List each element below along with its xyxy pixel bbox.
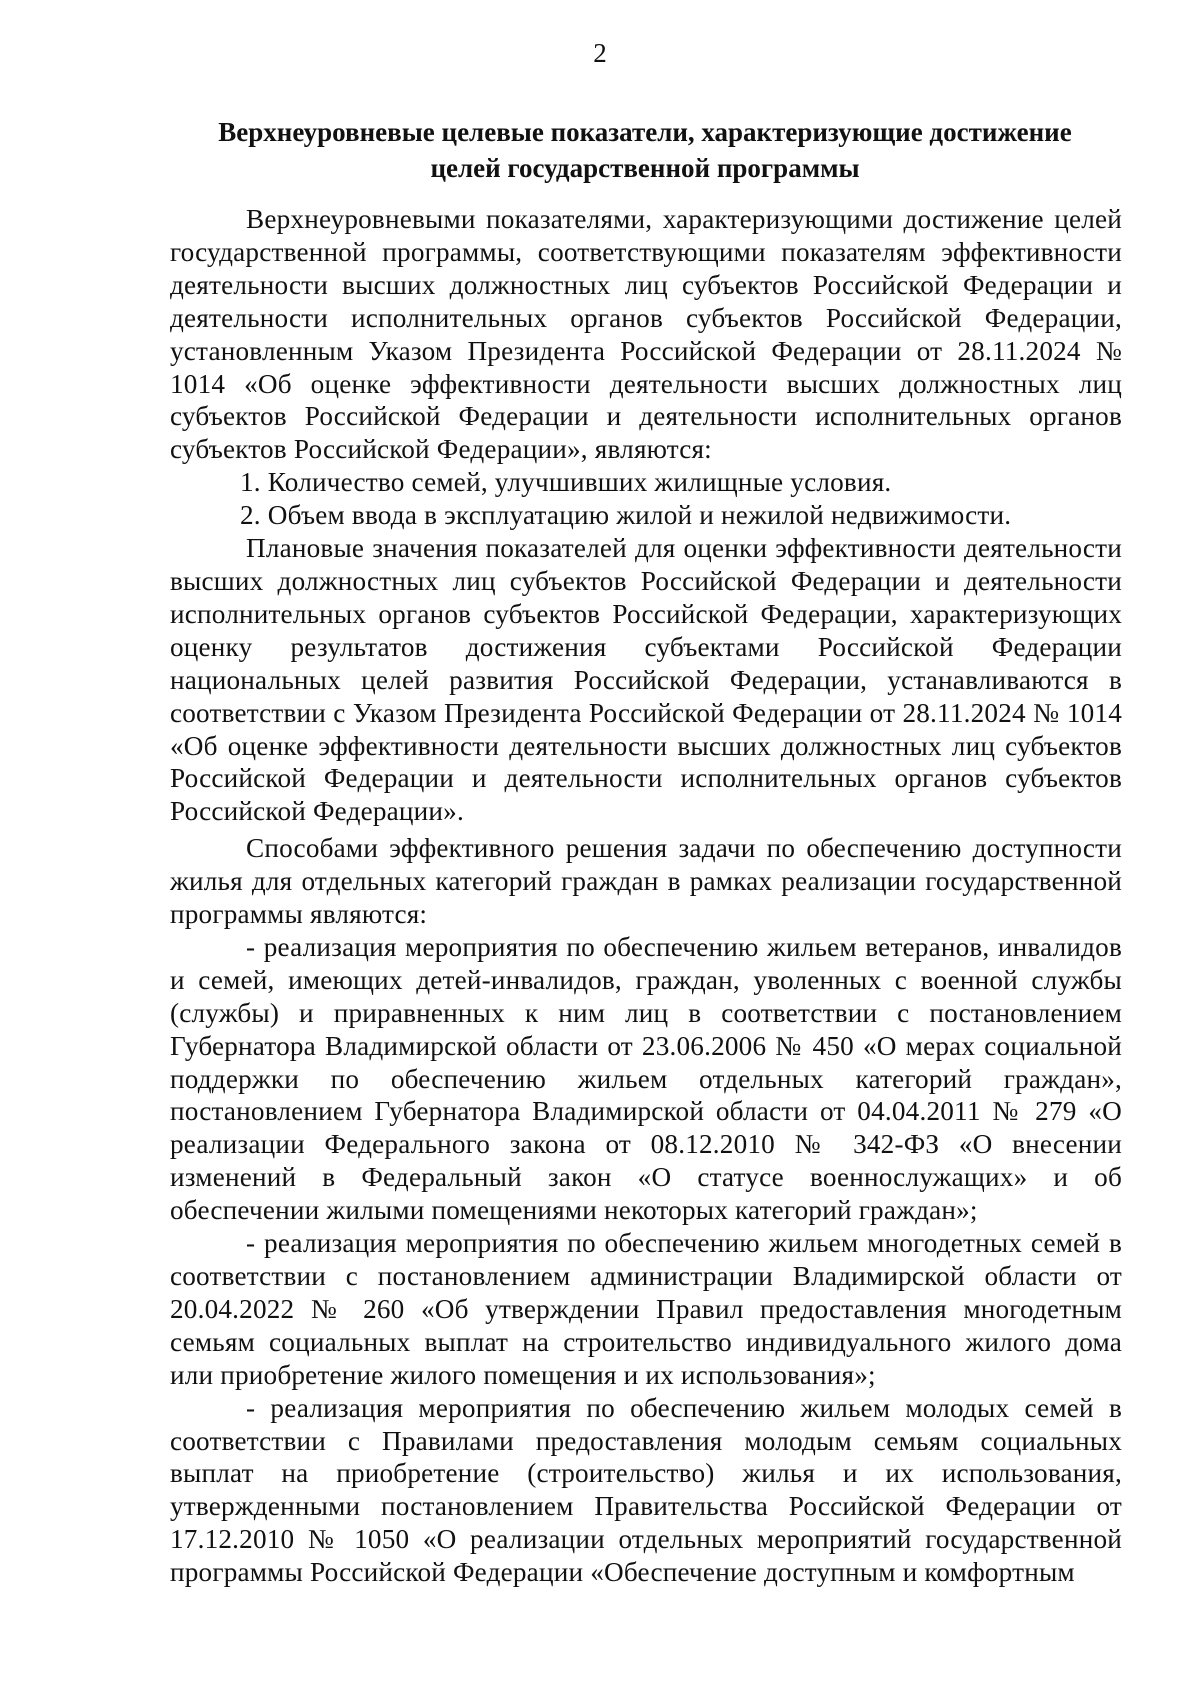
bullet-veterans-housing: - реализация мероприятия по обеспечению жильем ветеранов, инвалидов и семей, имеющих детей-инвалидов, граждан, уволенных с военной службы (службы) и приравненных к ним лиц в соответствии с постановлением Губернатора Владимирской области от 23.06.2006 № 450 «О мерах социальной поддержки по обеспечению жильем отдельных категорий граждан», постановлением Губернатора Владимирской области от 04.04.2011 № 279 «О реализации Федерального закона от 08.12.2010 № 342-ФЗ «О внесении изменений в Федеральный закон «О статусе военнослужащих» и об обеспечении жилыми помещениями некоторых категорий граждан»; bbox=[170, 931, 1122, 1226]
paragraph-intro: Верхнеуровневыми показателями, характеризующими достижение целей государственной программы, соответствующими показателям эффективности деятельности высших должностных лиц субъектов Российской Федерации и деятельности исполнительных органов субъектов Российской Федерации, установленным Указом Президента Российской Федерации от 28.11.2024 № 1014 «Об оценке эффективности деятельности высших должностных лиц субъектов Российской Федерации и деятельности исполнительных органов субъектов Российской Федерации», являются: bbox=[170, 204, 1122, 465]
indicator-item-2: 2. Объем ввода в эксплуатацию жилой и нежилой недвижимости. bbox=[240, 500, 1012, 531]
paragraph-planned-values: Плановые значения показателей для оценки эффективности деятельности высших должностных лиц субъектов Российской Федерации и деятельности исполнительных органов субъектов Российской Федерации, характеризующих оценку результатов достижения субъектами Российской Федерации национальных целей развития Российской Федерации, устанавливаются в соответствии с Указом Президента Российской Федерации от 28.11.2024 № 1014 «Об оценке эффективности деятельности высших должностных лиц субъектов Российской Федерации и деятельности исполнительных органов субъектов Российской Федерации». bbox=[170, 533, 1122, 827]
bullet-large-families-housing: - реализация мероприятия по обеспечению жильем многодетных семей в соответствии с постановлением администрации Владимирской области от 20.04.2022 № 260 «Об утверждении Правил предоставления многодетным семьям социальных выплат на строительство индивидуального жилого дома или приобретение жилого помещения и их использования»; bbox=[170, 1228, 1122, 1390]
bullet-young-families-housing: - реализация мероприятия по обеспечению жильем молодых семей в соответствии с Правилами предоставления молодым семьям социальных выплат на приобретение (строительство) жилья и их использования, утвержденными постановлением Правительства Российской Федерации от 17.12.2010 № 1050 «О реализации отдельных мероприятий государственной программы Российской Федерации «Обеспечение доступным и комфортным bbox=[170, 1392, 1122, 1588]
indicator-item-1: 1. Количество семей, улучшивших жилищные условия. bbox=[240, 467, 892, 498]
section-heading: Верхнеуровневые целевые показатели, характеризующие достижение целей государственной программы bbox=[218, 117, 1072, 183]
page-number: 2 bbox=[593, 38, 607, 68]
document-body bbox=[170, 203, 1122, 1589]
paragraph-methods: Способами эффективного решения задачи по обеспечению доступности жилья для отдельных категорий граждан в рамках реализации государственной программы являются: bbox=[170, 833, 1122, 930]
